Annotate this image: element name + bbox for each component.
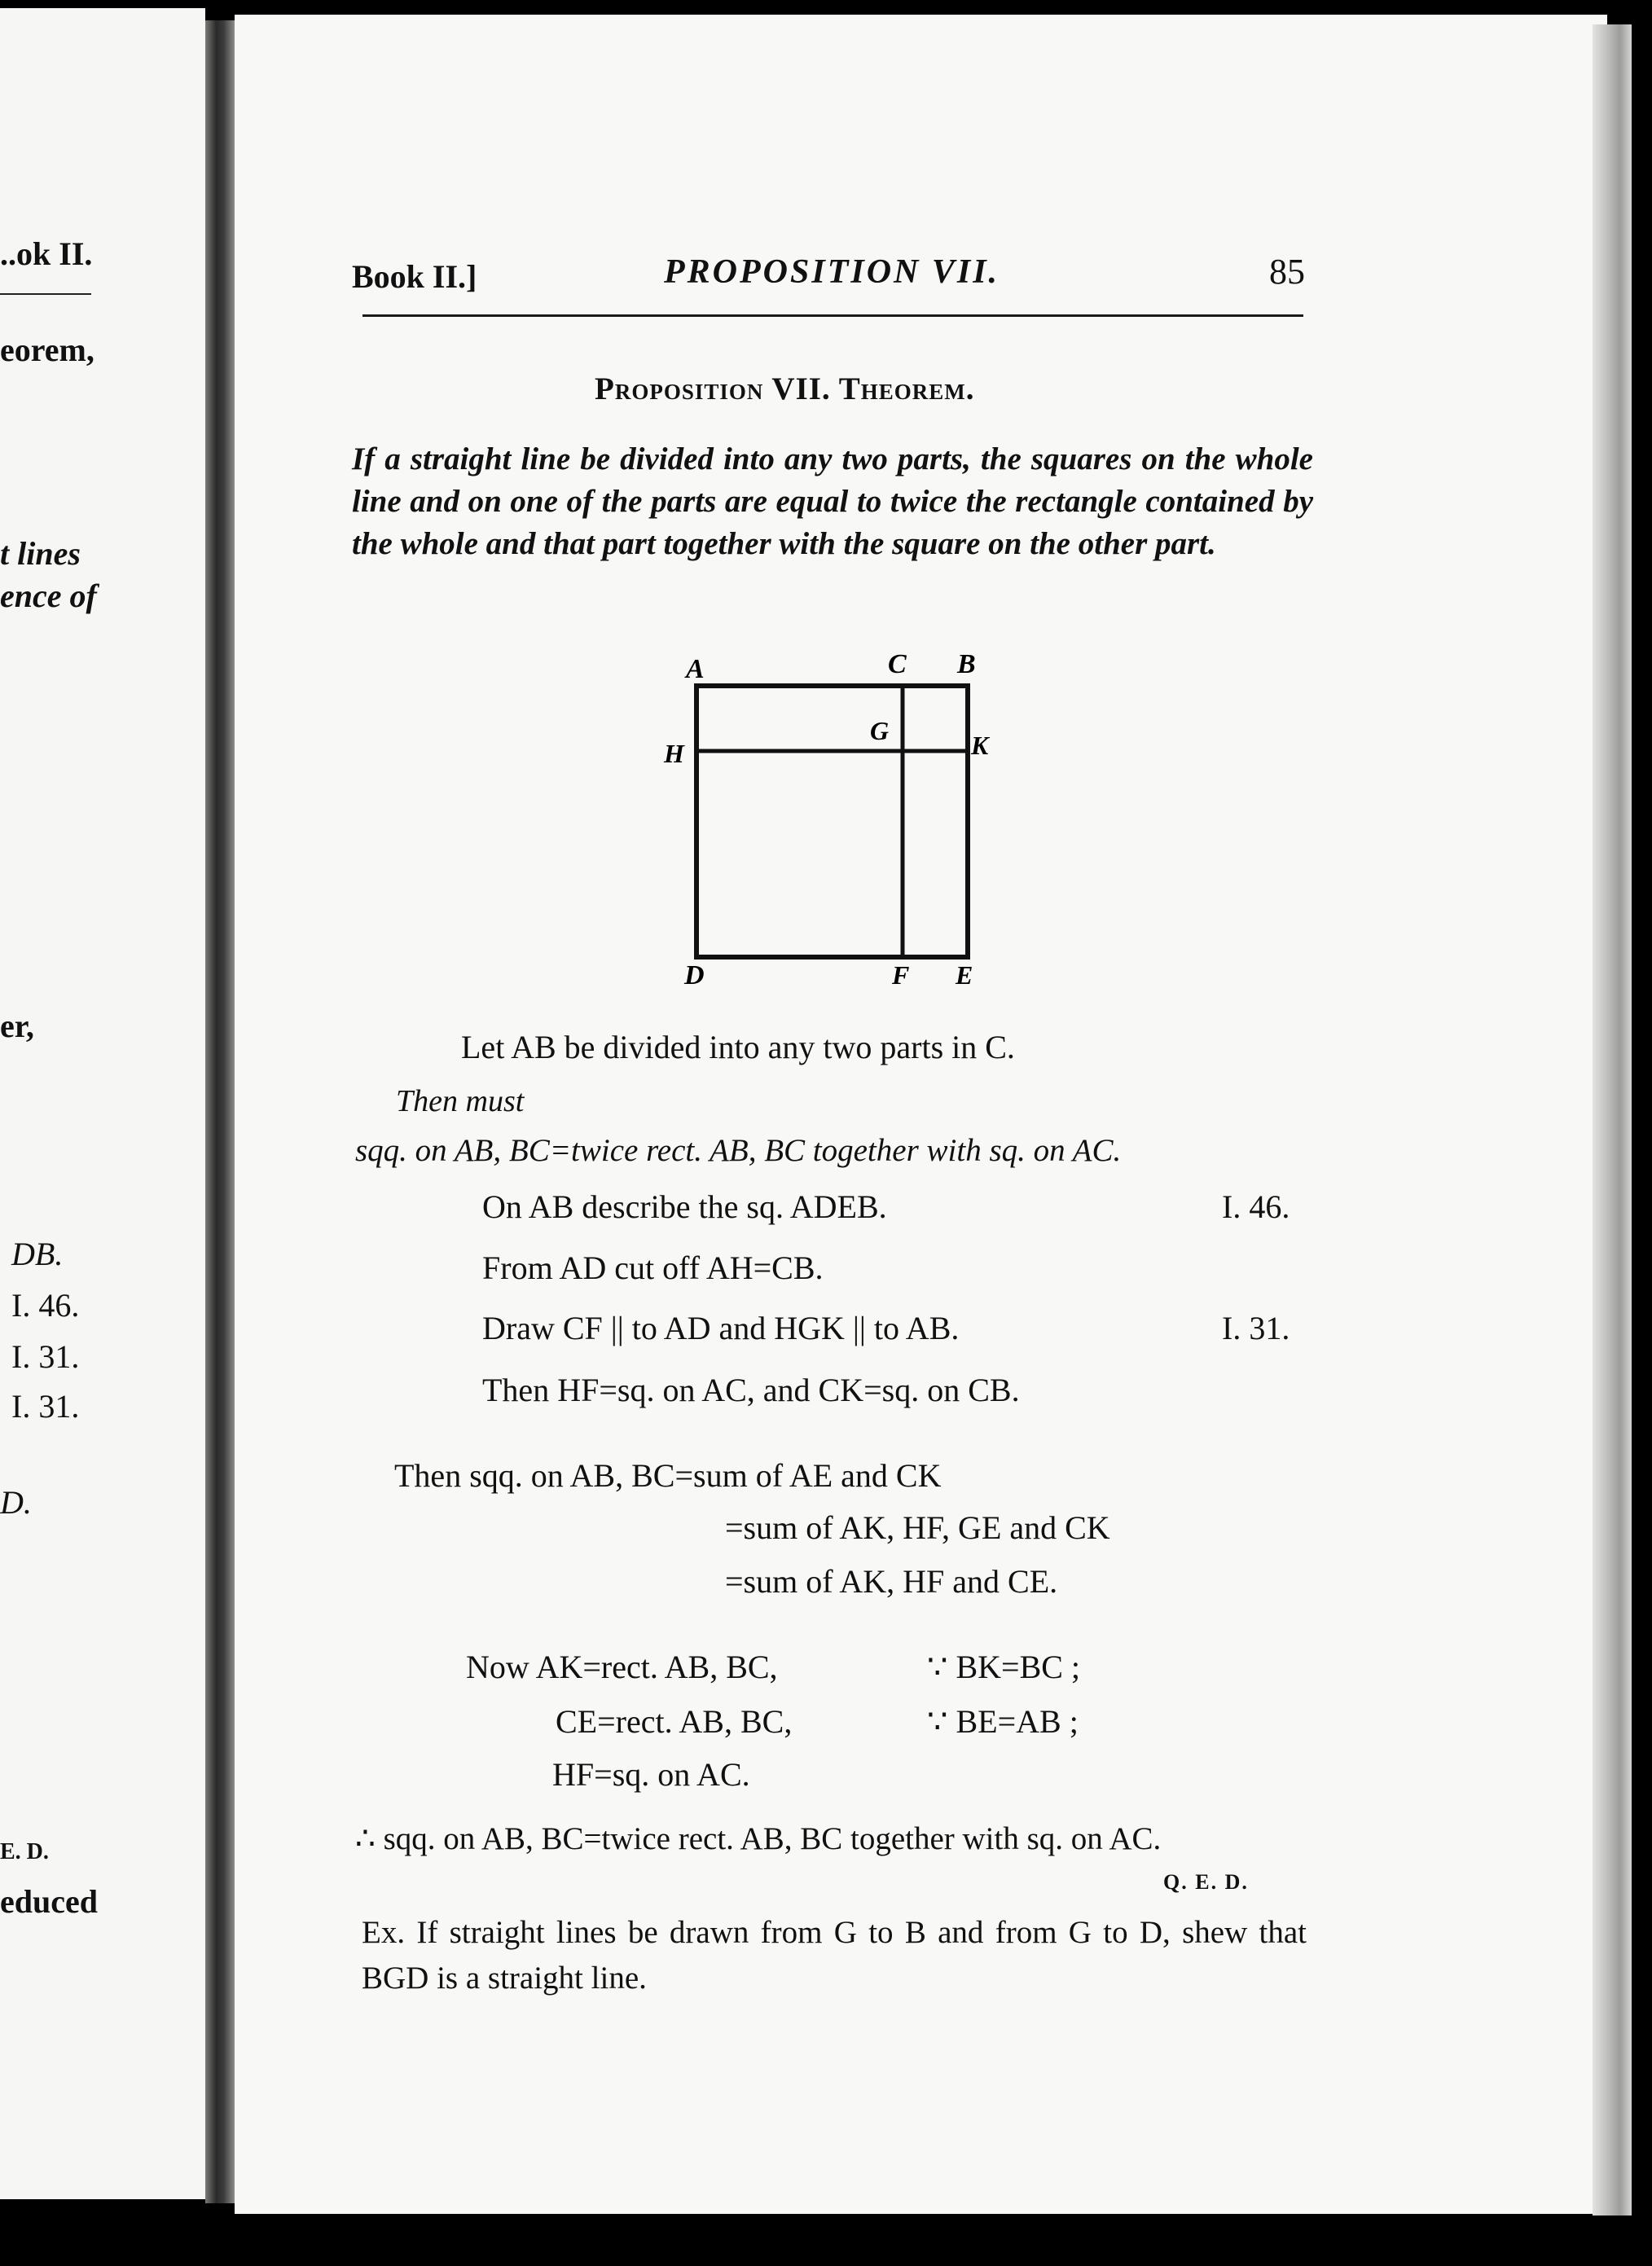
- sum-2: =sum of AK, HF, GE and CK: [725, 1509, 1110, 1546]
- sum-3: =sum of AK, HF and CE.: [725, 1563, 1058, 1600]
- label-h: H: [664, 739, 684, 768]
- left-frag-3: ence of: [0, 577, 97, 614]
- left-frag-2: t lines: [0, 535, 81, 572]
- left-frag-9: D.: [0, 1484, 32, 1521]
- square-adeb: [696, 686, 968, 957]
- header-rule: [362, 314, 1303, 317]
- label-f: F: [892, 960, 910, 990]
- left-header-rule: [0, 293, 91, 295]
- proof-then-must: Then must: [396, 1084, 525, 1118]
- proposition-heading: Proposition VII. Theorem.: [595, 371, 975, 406]
- page-edge: [1593, 24, 1632, 2215]
- header-book: Book II.]: [352, 258, 477, 295]
- conclusion: ∴ sqq. on AB, BC=twice rect. AB, BC together with sq. on AC.: [355, 1821, 1162, 1856]
- enunciation: If a straight line be divided into any two parts, the squares on the whole line and on one of the parts are equal to twice the rectangle contained by the whole and that part together with the square on the other part.: [352, 441, 1313, 561]
- step-1-ref: I. 46.: [1222, 1188, 1290, 1225]
- page-number: 85: [1269, 252, 1305, 292]
- now-2-left: CE=rect. AB, BC,: [556, 1703, 793, 1740]
- proof-let: Let AB be divided into any two parts in C.: [461, 1029, 1015, 1065]
- left-frag-1: eorem,: [0, 332, 94, 368]
- step-3: Draw CF || to AD and HGK || to AB.: [482, 1310, 960, 1346]
- left-page: [0, 8, 205, 2199]
- now-1-left: Now AK=rect. AB, BC,: [466, 1649, 778, 1685]
- left-frag-10: E. D.: [0, 1839, 49, 1864]
- left-frag-4: er,: [0, 1008, 34, 1044]
- left-frag-6: I. 46.: [11, 1287, 80, 1324]
- now-1-right: ∵ BK=BC ;: [927, 1649, 1081, 1685]
- qed: Q. E. D.: [1163, 1870, 1249, 1894]
- label-b: B: [957, 649, 976, 679]
- header-title: PROPOSITION VII.: [664, 253, 1000, 291]
- label-g: G: [870, 716, 890, 745]
- label-k: K: [971, 731, 989, 760]
- geometry-diagram: [644, 643, 1018, 1002]
- label-a: A: [686, 654, 705, 684]
- left-frag-header: ..ok II.: [0, 235, 93, 272]
- now-2-right: ∵ BE=AB ;: [927, 1703, 1079, 1740]
- exercise: Ex. If straight lines be drawn from G to B and from G to D, shew that BGD is a straight line.: [362, 1915, 1307, 1996]
- label-c: C: [888, 649, 907, 679]
- left-frag-11: educed: [0, 1883, 98, 1920]
- left-frag-8: I. 31.: [11, 1388, 80, 1425]
- book-gutter: [205, 20, 236, 2203]
- step-2: From AD cut off AH=CB.: [482, 1249, 824, 1286]
- label-e: E: [956, 960, 973, 990]
- step-1: On AB describe the sq. ADEB.: [482, 1188, 887, 1225]
- step-4: Then HF=sq. on AC, and CK=sq. on CB.: [482, 1372, 1020, 1408]
- left-frag-7: I. 31.: [11, 1338, 80, 1375]
- now-3-left: HF=sq. on AC.: [552, 1756, 750, 1793]
- label-d: D: [684, 960, 705, 990]
- step-3-ref: I. 31.: [1222, 1310, 1290, 1346]
- sum-1: Then sqq. on AB, BC=sum of AE and CK: [394, 1457, 942, 1494]
- left-frag-5: DB.: [11, 1236, 64, 1272]
- proof-claim: sqq. on AB, BC=twice rect. AB, BC together with sq. on AC.: [355, 1133, 1122, 1168]
